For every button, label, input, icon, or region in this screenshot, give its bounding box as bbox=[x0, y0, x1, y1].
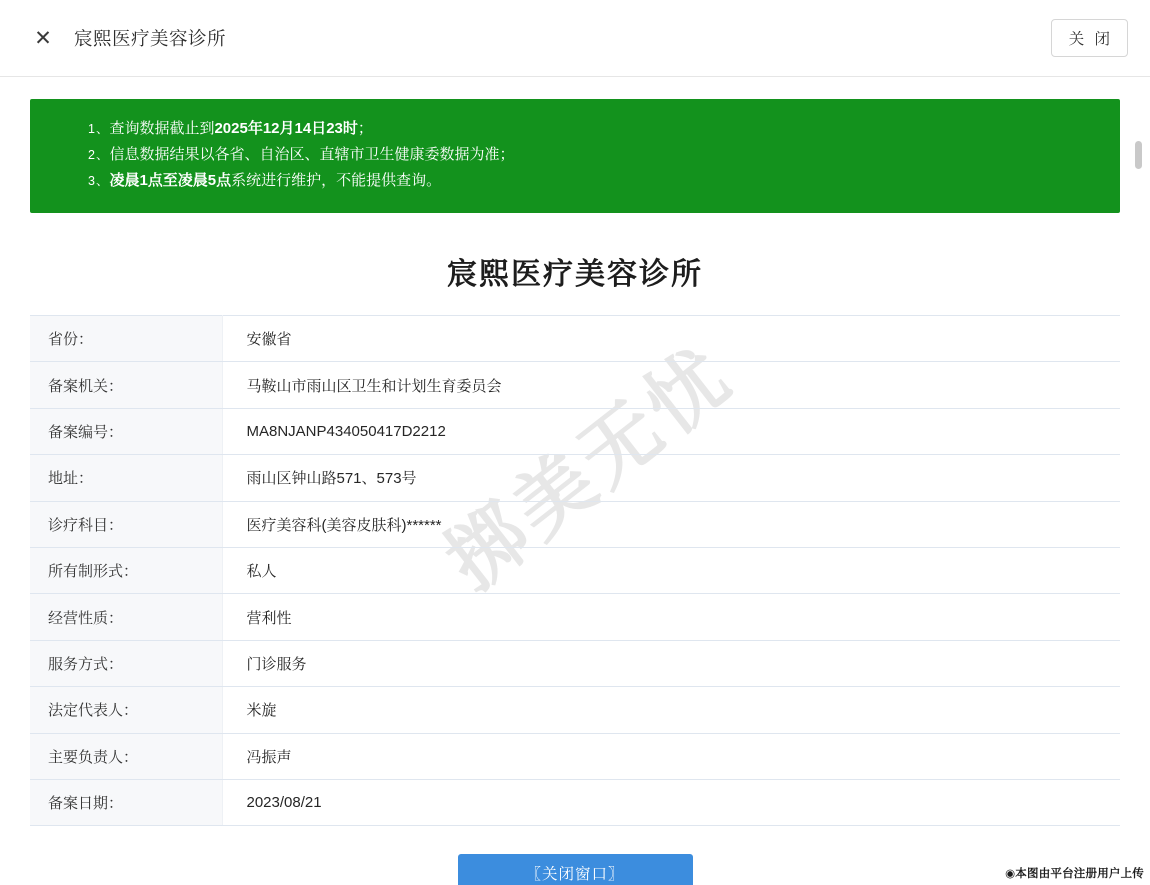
row-value: 冯振声 bbox=[222, 733, 1120, 779]
content-area bbox=[0, 77, 1150, 885]
notice-number-3: 3、 bbox=[88, 174, 110, 188]
table-row bbox=[30, 316, 1120, 362]
table-row bbox=[30, 594, 1120, 640]
row-label: 地址： bbox=[30, 455, 222, 501]
window-titlebar bbox=[0, 0, 1150, 77]
row-label: 主要负责人： bbox=[30, 733, 222, 779]
table-row bbox=[30, 362, 1120, 408]
row-value: 雨山区钟山路571、573号 bbox=[222, 455, 1120, 501]
notice-line-3 bbox=[88, 168, 1090, 194]
page-title: 宸熙医疗美容诊所 bbox=[447, 258, 703, 291]
notice-banner bbox=[30, 99, 1120, 213]
close-x-icon[interactable]: ✕ bbox=[34, 26, 52, 50]
row-label: 经营性质： bbox=[30, 594, 222, 640]
notice-text-1b: ； bbox=[357, 120, 373, 137]
row-value: 私人 bbox=[222, 547, 1120, 593]
scrollbar-track[interactable] bbox=[1139, 77, 1146, 885]
table-row bbox=[30, 547, 1120, 593]
notice-bold-3: 凌晨1点至凌晨5点 bbox=[109, 172, 232, 189]
table-row bbox=[30, 779, 1120, 825]
table-row bbox=[30, 687, 1120, 733]
row-label: 备案日期： bbox=[30, 779, 222, 825]
table-row bbox=[30, 733, 1120, 779]
scrollbar-thumb[interactable] bbox=[1135, 141, 1142, 169]
row-value: MA8NJANP434050417D2212 bbox=[222, 408, 1120, 454]
upload-credit-note: ◉本图由平台注册用户上传 bbox=[1005, 868, 1144, 880]
row-value: 安徽省 bbox=[222, 316, 1120, 362]
row-label: 备案编号： bbox=[30, 408, 222, 454]
row-value: 门诊服务 bbox=[222, 640, 1120, 686]
close-window-button[interactable]: 〖关闭窗口〗 bbox=[458, 854, 693, 885]
row-label: 省份： bbox=[30, 316, 222, 362]
row-label: 诊疗科目： bbox=[30, 501, 222, 547]
row-label: 所有制形式： bbox=[30, 547, 222, 593]
notice-number-1: 1、 bbox=[88, 122, 110, 136]
notice-line-1 bbox=[88, 116, 1090, 142]
watermark: 掷美无忧 bbox=[430, 329, 751, 608]
notice-number-2: 2、 bbox=[88, 148, 110, 162]
notice-text-2a: 信息数据结果以各省、自治区、直辖市卫生健康委数据为准； bbox=[109, 146, 515, 163]
row-value: 医疗美容科(美容皮肤科)****** bbox=[222, 501, 1120, 547]
row-value: 2023/08/21 bbox=[222, 779, 1120, 825]
row-value: 营利性 bbox=[222, 594, 1120, 640]
row-label: 法定代表人： bbox=[30, 687, 222, 733]
table-row bbox=[30, 455, 1120, 501]
notice-line-2 bbox=[88, 142, 1090, 168]
table-row bbox=[30, 640, 1120, 686]
row-label: 备案机关： bbox=[30, 362, 222, 408]
close-button[interactable]: 关 闭 bbox=[1051, 19, 1128, 57]
table-row bbox=[30, 501, 1120, 547]
notice-text-3b: 系统进行维护，不能提供查询。 bbox=[231, 172, 442, 189]
notice-bold-1: 2025年12月14日23时 bbox=[214, 120, 358, 137]
row-label: 服务方式： bbox=[30, 640, 222, 686]
clinic-info-table bbox=[30, 315, 1120, 826]
notice-text-1a: 查询数据截止到 bbox=[109, 120, 215, 137]
row-value: 米旋 bbox=[222, 687, 1120, 733]
row-value: 马鞍山市雨山区卫生和计划生育委员会 bbox=[222, 362, 1120, 408]
table-row bbox=[30, 408, 1120, 454]
window-title: 宸熙医疗美容诊所 bbox=[74, 28, 227, 49]
footer-bar bbox=[30, 854, 1120, 885]
